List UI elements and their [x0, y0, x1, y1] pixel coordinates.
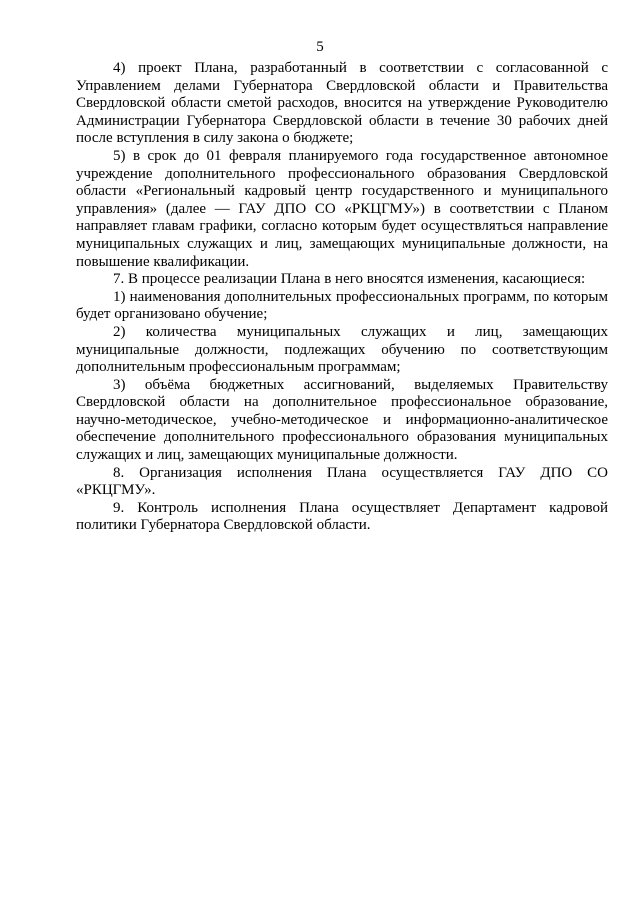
- document-body: [76, 60, 608, 535]
- page-number: 5: [316, 39, 324, 55]
- paragraph-item-5: 5) в срок до 01 февраля планируемого года государственное автономное учреждение дополнительного профессионального образования Свердловской области «Региональный кадровый центр государственного и муниципального управления» (далее — ГАУ ДПО СО «РКЦГМУ») в соответствии с Планом направляет главам графики, согласно которым будет осуществляться направление муниципальных служащих и лиц, замещающих муниципальные должности, на повышение квалификации.: [76, 147, 608, 270]
- paragraph-subitem-1: 1) наименования дополнительных профессиональных программ, по которым будет организовано обучение;: [76, 288, 608, 323]
- paragraph-subitem-2: 2) количества муниципальных служащих и лиц, замещающих муниципальные должности, подлежащих обучению по соответствующим дополнительным профессиональным программам;: [76, 323, 608, 376]
- paragraph-clause-8: 8. Организация исполнения Плана осуществляется ГАУ ДПО СО «РКЦГМУ».: [76, 464, 608, 499]
- paragraph-clause-9: 9. Контроль исполнения Плана осуществляет Департамент кадровой политики Губернатора Свердловской области.: [76, 499, 608, 534]
- paragraph-clause-7: 7. В процессе реализации Плана в него вносятся изменения, касающиеся:: [113, 271, 586, 288]
- paragraph-subitem-3: 3) объёма бюджетных ассигнований, выделяемых Правительству Свердловской области на дополнительное профессиональное образование, научно-методическое, учебно-методическое и информационно-аналитическое обеспечение дополнительного профессионального образования муниципальных служащих и лиц, замещающих муниципальные должности.: [76, 376, 608, 464]
- paragraph-item-4: 4) проект Плана, разработанный в соответствии с согласованной с Управлением делами Губернатора Свердловской области и Правительства Свердловской области сметой расходов, вносится на утверждение Руководителю Администрации Губернатора Свердловской области в течение 30 рабочих дней после вступления в силу закона о бюджете;: [76, 60, 608, 147]
